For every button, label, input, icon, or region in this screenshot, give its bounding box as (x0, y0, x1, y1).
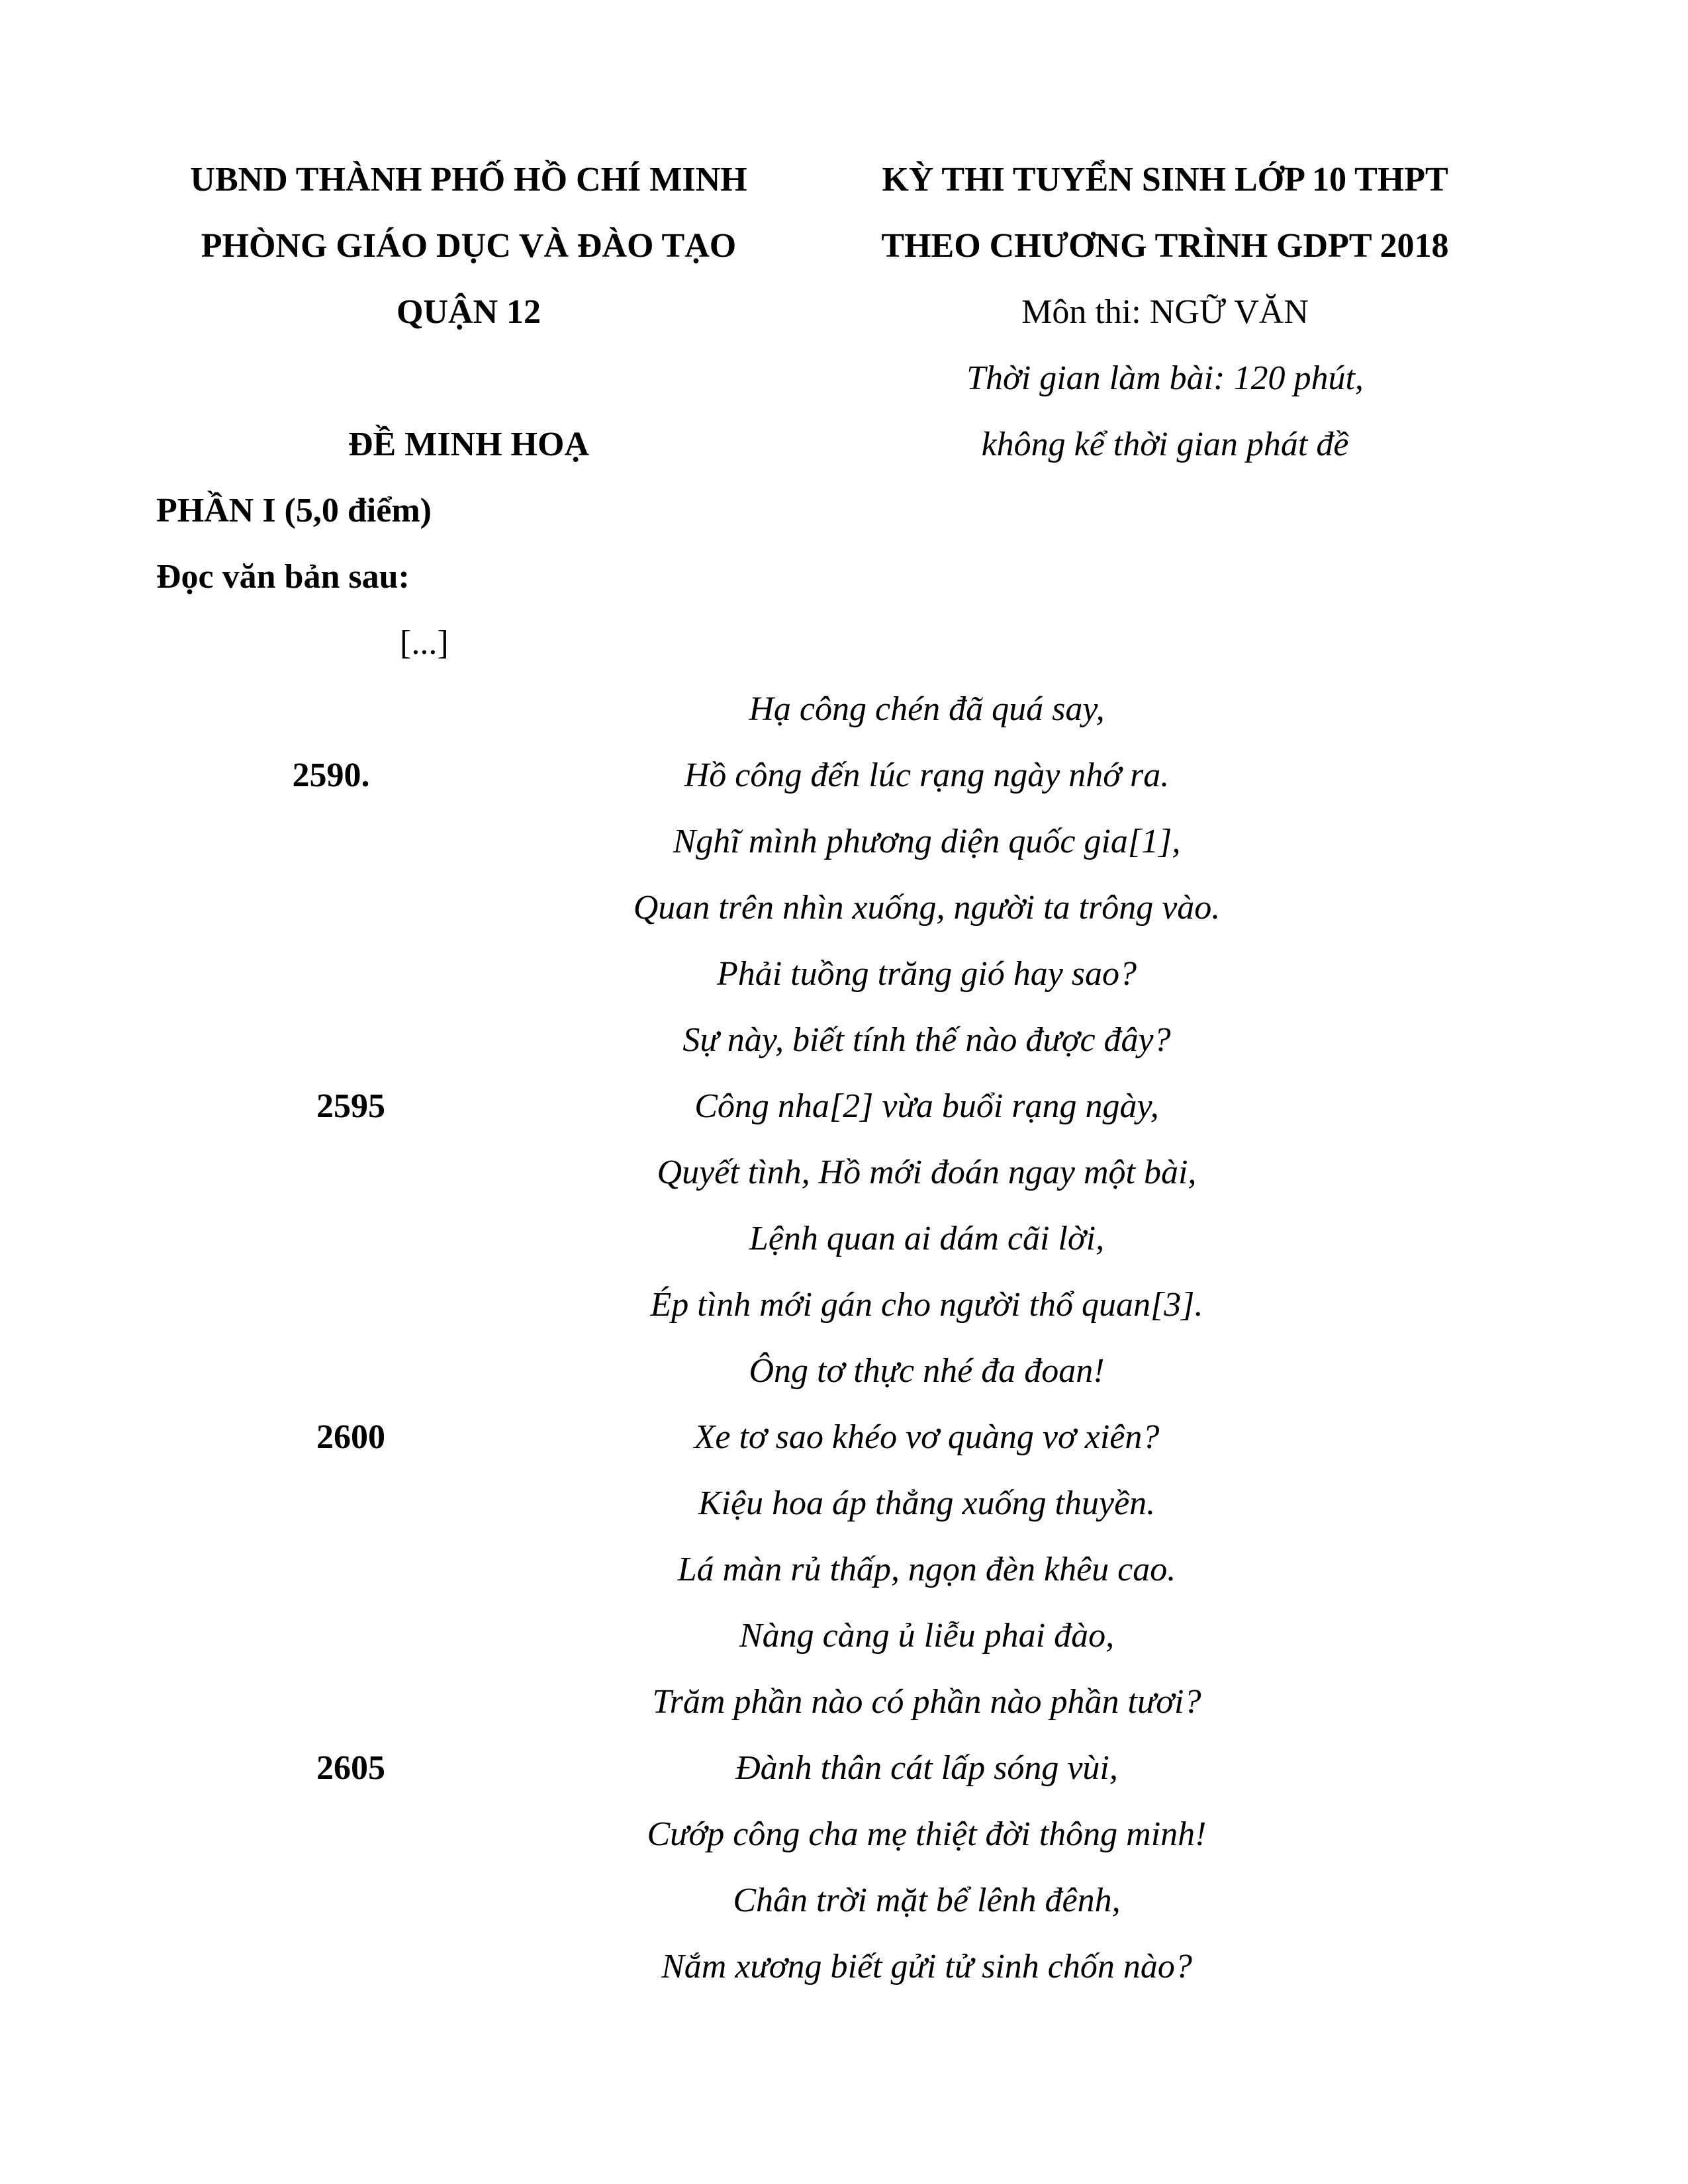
poem-line: Kiệu hoa áp thẳng xuống thuyền. (698, 1484, 1156, 1522)
poem-line: Chân trời mặt bể lênh đênh, (733, 1882, 1121, 1919)
poem-line: Ông tơ thực nhé đa đoan! (749, 1352, 1105, 1390)
ellipsis: [...] (400, 624, 449, 662)
poem-line: Nắm xương biết gửi tử sinh chốn nào? (661, 1948, 1192, 1985)
header-right-line1: KỲ THI TUYỂN SINH LỚP 10 THPT (882, 161, 1448, 199)
poem-line: Sự này, biết tính thế nào được đây? (682, 1021, 1171, 1059)
line-number: 2590. (292, 756, 370, 794)
section-title: PHẦN I (5,0 điểm) (156, 492, 432, 529)
exam-time-note: không kể thời gian phát đề (981, 426, 1349, 463)
poem-line: Quyết tình, Hồ mới đoán ngay một bài, (657, 1154, 1197, 1191)
poem-line: Hồ công đến lúc rạng ngày nhớ ra. (684, 756, 1170, 794)
poem-line: Ép tình mới gán cho người thổ quan[3]. (650, 1286, 1203, 1324)
exam-subject: Môn thi: NGỮ VĂN (1021, 293, 1309, 331)
poem-line: Đành thân cát lấp sóng vùi, (735, 1749, 1118, 1787)
poem-line: Cướp công cha mẹ thiệt đời thông minh! (647, 1815, 1207, 1853)
exam-time: Thời gian làm bài: 120 phút, (966, 359, 1364, 397)
poem-line: Nàng càng ủ liễu phai đào, (739, 1617, 1115, 1655)
poem-line: Hạ công chén đã quá say, (749, 690, 1105, 728)
exam-type: ĐỀ MINH HOẠ (348, 426, 589, 463)
poem-line: Công nha[2] vừa buổi rạng ngày, (694, 1087, 1159, 1125)
header-left-line1: UBND THÀNH PHỐ HỒ CHÍ MINH (190, 161, 747, 199)
header-left-line3: QUẬN 12 (396, 293, 541, 331)
header-left-line2: PHÒNG GIÁO DỤC VÀ ĐÀO TẠO (201, 227, 737, 265)
line-number: 2605 (316, 1749, 385, 1787)
poem-line: Nghĩ mình phương diện quốc gia[1], (673, 823, 1181, 860)
poem-line: Trăm phần nào có phần nào phần tươi? (652, 1683, 1201, 1721)
poem-line: Quan trên nhìn xuống, người ta trông vào. (633, 889, 1221, 927)
header-right-line2: THEO CHƯƠNG TRÌNH GDPT 2018 (881, 227, 1449, 265)
poem-line: Xe tơ sao khéo vơ quàng vơ xiên? (694, 1418, 1160, 1456)
poem-line: Phải tuồng trăng gió hay sao? (716, 955, 1137, 993)
poem-line: Lá màn rủ thấp, ngọn đèn khêu cao. (677, 1551, 1176, 1588)
section-instruction: Đọc văn bản sau: (156, 558, 410, 596)
poem-line: Lệnh quan ai dám cãi lời, (749, 1220, 1105, 1257)
line-number: 2600 (316, 1418, 385, 1456)
line-number: 2595 (316, 1087, 385, 1125)
